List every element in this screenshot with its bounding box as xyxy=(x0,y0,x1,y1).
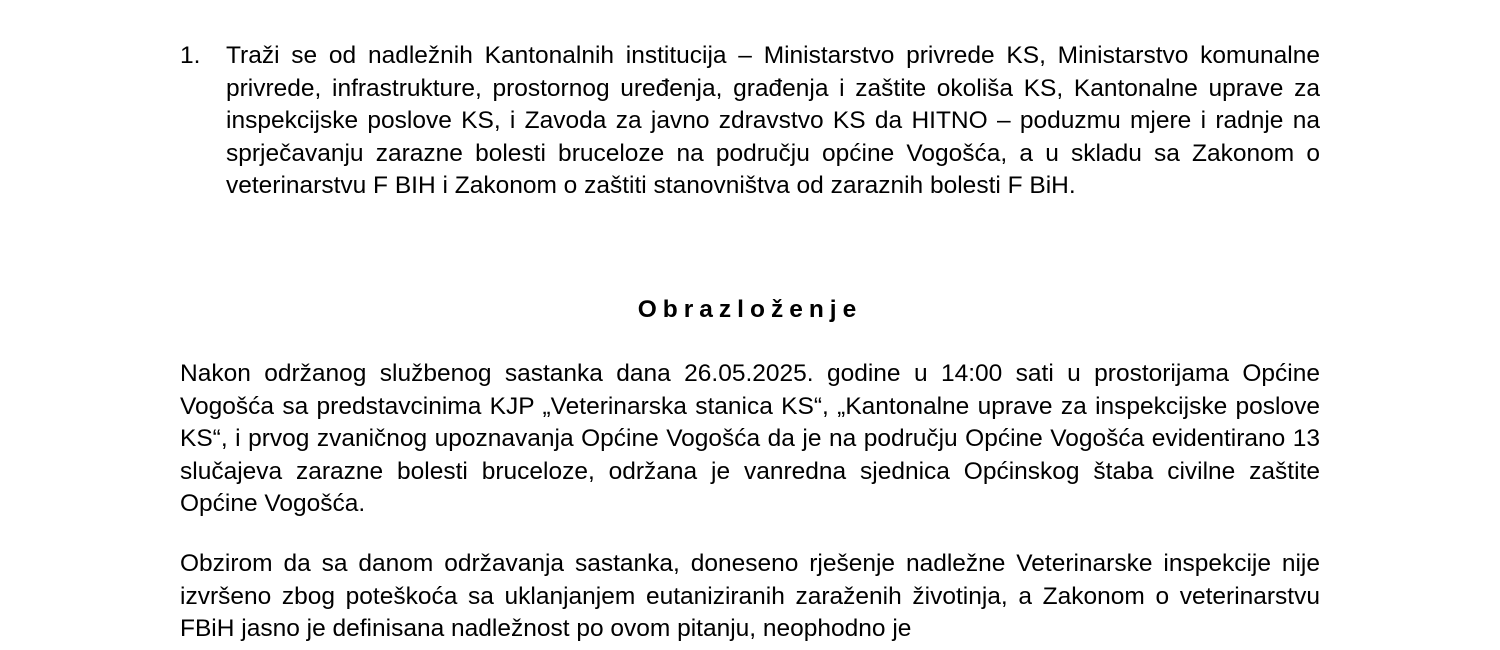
list-item-text: Traži se od nadležnih Kantonalnih institucija – Ministarstvo privrede KS, Ministarstvo komunalne privrede, infrastrukture, prostornog uređenja, građenja i zaštite okoliša KS, Kantonalne uprave za inspekcijske poslove KS, i Zavoda za javno zdravstvo KS da HITNO – poduzmu mjere i radnje na sprječavanju zarazne bolesti bruceloze na području općine Vogošća, a u skladu sa Zakonom o veterinarstvu F BIH i Zakonom o zaštiti stanovništva od zaraznih bolesti F BiH. xyxy=(226,42,1320,199)
paragraph-1: Nakon održanog službenog sastanka dana 26.05.2025. godine u 14:00 sati u prostorijama Općine Vogošća sa predstavcinima KJP „Veterinarska stanica KS“, „Kantonalne uprave za inspekcijske poslove KS“, i prvog zvaničnog upoznavanja Općine Vogošća da je na području Općine Vogošća evidentirano 13 slučajeva zarazne bolesti bruceloze, održana je vanredna sjednica Općinskog štaba civilne zaštite Općine Vogošća. xyxy=(180,360,1320,517)
section-heading: Obrazloženje xyxy=(637,296,863,323)
list-item-number: 1. xyxy=(180,42,201,69)
paragraph-2: Obzirom da sa danom održavanja sastanka, doneseno rješenje nadležne Veterinarske inspekcije nije izvršeno zbog poteškoća sa uklanjanjem eutaniziranih zaraženih životinja, a Zakonom o veterinarstvu FBiH jasno je definisana nadležnost po ovom pitanju, neophodno je xyxy=(180,550,1320,642)
